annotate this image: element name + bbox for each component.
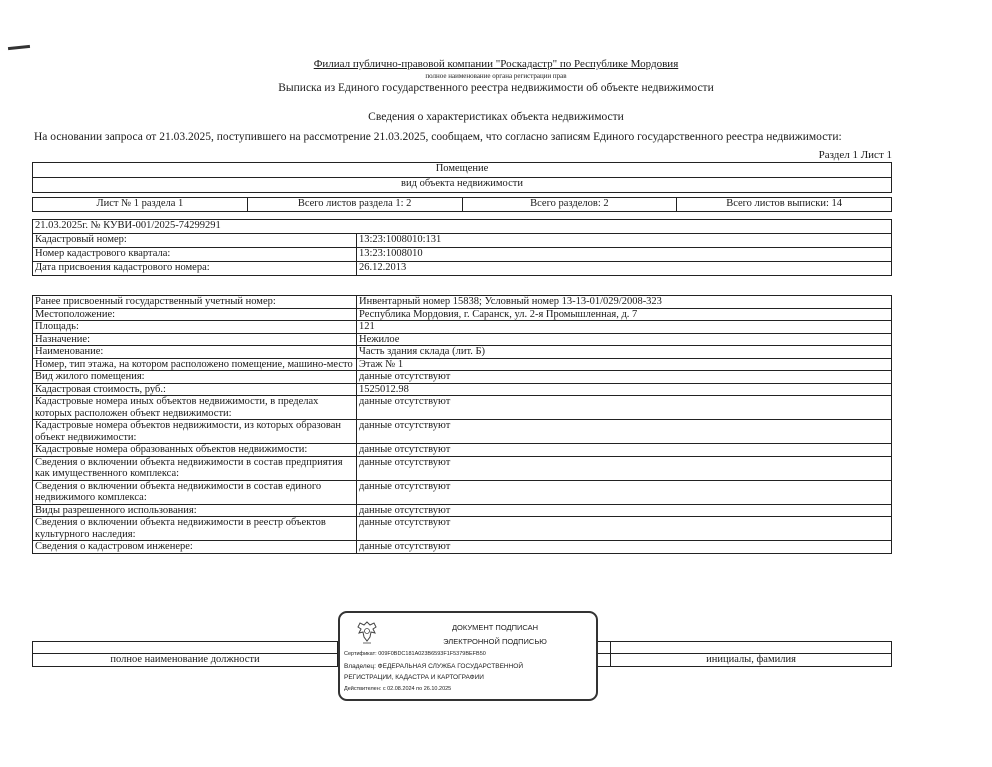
table-row bbox=[33, 358, 892, 371]
row-value: данные отсутствуют bbox=[357, 456, 892, 480]
row-label: Площадь: bbox=[33, 321, 357, 334]
row-value: Часть здания склада (лит. Б) bbox=[357, 346, 892, 359]
row-label: Назначение: bbox=[33, 333, 357, 346]
registrar-org-caption: полное наименование органа регистрации прав bbox=[425, 72, 567, 80]
row-value: данные отсутствуют bbox=[357, 504, 892, 517]
row-value: 121 bbox=[357, 321, 892, 334]
characteristics-table bbox=[32, 295, 892, 554]
row-label: Кадастровые номера объектов недвижимости, из которых образован объект недвижимости: bbox=[33, 420, 357, 444]
row-value: 1525012.98 bbox=[357, 383, 892, 396]
stamp-validity: Действителен: с 02.08.2024 по 26.10.2025 bbox=[344, 686, 452, 692]
document-title: Выписка из Единого государственного реестра недвижимости об объекте недвижимости bbox=[278, 82, 714, 94]
table-row bbox=[33, 383, 892, 396]
table-row bbox=[33, 480, 892, 504]
scan-mark bbox=[8, 45, 30, 50]
table-row bbox=[33, 371, 892, 384]
initials-caption: инициалы, фамилия bbox=[611, 654, 892, 667]
row-label: Наименование: bbox=[33, 346, 357, 359]
position-caption: полное наименование должности bbox=[33, 654, 338, 667]
sheet-number: Лист № 1 раздела 1 bbox=[33, 198, 248, 212]
stamp-line-1: ДОКУМЕНТ ПОДПИСАН bbox=[451, 623, 539, 632]
section-sheet-label: Раздел 1 Лист 1 bbox=[818, 149, 892, 161]
row-value: данные отсутствуют bbox=[357, 396, 892, 420]
table-row bbox=[33, 517, 892, 541]
row-label: Местоположение: bbox=[33, 308, 357, 321]
table-row bbox=[33, 333, 892, 346]
table-row bbox=[33, 420, 892, 444]
table-row bbox=[33, 262, 892, 276]
row-value: Республика Мордовия, г. Саранск, ул. 2-я Промышленная, д. 7 bbox=[357, 308, 892, 321]
stamp-certificate: Сертификат: 009F0BDC181A023B6593F1F5379BEFB50 bbox=[344, 651, 486, 657]
assignment-date: 26.12.2013 bbox=[357, 262, 892, 276]
object-kind: Помещение bbox=[33, 163, 892, 178]
row-label: Кадастровый номер: bbox=[33, 234, 357, 248]
stamp-owner: Владелец: ФЕДЕРАЛЬНАЯ СЛУЖБА ГОСУДАРСТВЕННОЙ bbox=[344, 663, 524, 670]
table-row bbox=[33, 248, 892, 262]
sections-total: Всего разделов: 2 bbox=[462, 198, 677, 212]
row-value: Этаж № 1 bbox=[357, 358, 892, 371]
sheets-table bbox=[32, 197, 892, 212]
cadastral-quarter: 13:23:1008010 bbox=[357, 248, 892, 262]
row-label: Кадастровые номера иных объектов недвижимости, в пределах которых расположен объект недвижимости: bbox=[33, 396, 357, 420]
row-value: данные отсутствуют bbox=[357, 371, 892, 384]
row-label: Кадастровые номера образованных объектов недвижимости: bbox=[33, 444, 357, 457]
identification-table bbox=[32, 219, 892, 276]
row-label: Кадастровая стоимость, руб.: bbox=[33, 383, 357, 396]
row-label: Дата присвоения кадастрового номера: bbox=[33, 262, 357, 276]
table-row bbox=[33, 396, 892, 420]
position-cell bbox=[33, 642, 338, 654]
table-row bbox=[33, 444, 892, 457]
coat-of-arms-icon bbox=[354, 619, 380, 647]
row-value: данные отсутствуют bbox=[357, 480, 892, 504]
object-kind-table bbox=[32, 162, 892, 193]
row-value: Инвентарный номер 15838; Условный номер 13-13-01/029/2008-323 bbox=[357, 296, 892, 309]
registrar-org-name: Филиал публично-правовой компании "Роскадастр" по Республике Мордовия bbox=[313, 58, 679, 70]
request-basis-text: На основании запроса от 21.03.2025, поступившего на рассмотрение 21.03.2025, сообщаем, что согласно записям Единого государственного реестра недвижимости: bbox=[34, 131, 842, 143]
row-label: Сведения о включении объекта недвижимости в реестр объектов культурного наследия: bbox=[33, 517, 357, 541]
table-row bbox=[33, 234, 892, 248]
row-value: данные отсутствуют bbox=[357, 541, 892, 554]
object-kind-caption: вид объекта недвижимости bbox=[33, 178, 892, 193]
table-row bbox=[33, 321, 892, 334]
extract-sheets-total: Всего листов выписки: 14 bbox=[677, 198, 892, 212]
section-sheets-total: Всего листов раздела 1: 2 bbox=[247, 198, 462, 212]
stamp-owner-cont: РЕГИСТРАЦИИ, КАДАСТРА И КАРТОГРАФИИ bbox=[344, 674, 484, 681]
row-value: данные отсутствуют bbox=[357, 420, 892, 444]
row-value: данные отсутствуют bbox=[357, 444, 892, 457]
initials-cell bbox=[611, 642, 892, 654]
row-label: Сведения о включении объекта недвижимости в состав единого недвижимого комплекса: bbox=[33, 480, 357, 504]
table-row bbox=[33, 296, 892, 309]
row-label: Сведения о кадастровом инженере: bbox=[33, 541, 357, 554]
table-row bbox=[33, 308, 892, 321]
electronic-signature-stamp bbox=[338, 611, 598, 701]
table-row bbox=[33, 541, 892, 554]
row-value: данные отсутствуют bbox=[357, 517, 892, 541]
row-label: Виды разрешенного использования: bbox=[33, 504, 357, 517]
row-label: Номер, тип этажа, на котором расположено помещение, машино-место bbox=[33, 358, 357, 371]
row-label: Вид жилого помещения: bbox=[33, 371, 357, 384]
document-number: 21.03.2025г. № КУВИ-001/2025-74299291 bbox=[33, 220, 892, 234]
row-label: Сведения о включении объекта недвижимости в состав предприятия как имущественного комплекса: bbox=[33, 456, 357, 480]
section-title: Сведения о характеристиках объекта недвижимости bbox=[368, 111, 624, 123]
table-row bbox=[33, 346, 892, 359]
table-row bbox=[33, 456, 892, 480]
row-label: Ранее присвоенный государственный учетный номер: bbox=[33, 296, 357, 309]
row-label: Номер кадастрового квартала: bbox=[33, 248, 357, 262]
table-row bbox=[33, 504, 892, 517]
stamp-line-2: ЭЛЕКТРОННОЙ ПОДПИСЬЮ bbox=[443, 637, 547, 646]
row-value: Нежилое bbox=[357, 333, 892, 346]
cadastral-number: 13:23:1008010:131 bbox=[357, 234, 892, 248]
